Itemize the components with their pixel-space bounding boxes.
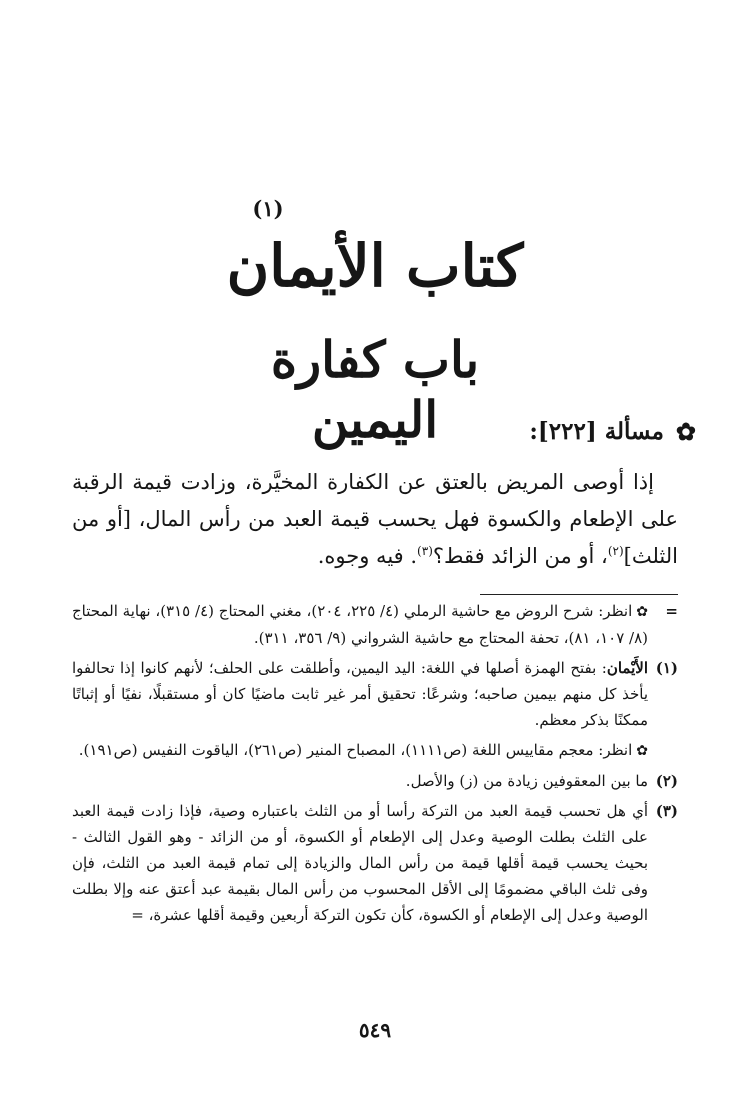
footnote-1-term: الأَيْمان: [606, 659, 648, 677]
footnote-1-text: : بفتح الهمزة أصلها في اللغة: اليد اليمين، وأطلقت على الحلف؛ لأنهم كانوا إذا تحالفوا يأخذ كل منهم بيمين صاحبه؛ وشرعًا: تحقيق أمر غير ثابت ماضيًا كان أو مستقبلًا، نفيًا أو إثباتًا ممكنًا بذكر معظم.: [72, 659, 648, 729]
title-footnote-ref: (١): [252, 196, 284, 221]
footnote-sources-text: انظر: شرح الروض مع حاشية الرملي (٤/ ٢٢٥، ٢٠٤)، مغني المحتاج (٤/ ٣١٥)، نهاية المحتاج (٨/ ١٠٧، ٨١)، تحفة المحتاج مع حاشية الشرواني (٩/ ٣٥٦، ٣١١).: [72, 602, 648, 647]
issue-label: مسألة [٢٢٢]:: [529, 418, 664, 445]
book-title: كتاب الأيمان: [226, 232, 524, 300]
main-text-part3: . فيه وجوه.: [317, 544, 418, 568]
footnote-2: [72, 768, 678, 794]
main-text-part2: ، أو من الزائد فقط؟: [432, 544, 608, 568]
main-text-part1: إذا أوصى المريض بالعتق عن الكفارة المخيَّرة، وزادت قيمة الرقبة على الإطعام والكسوة فهل يحسب قيمة العبد من رأس المال، [أو من الثلث]: [72, 470, 678, 568]
continuation-mark: =: [665, 602, 678, 620]
footnote-1: [72, 655, 678, 733]
footnote-3-mark: (٣): [655, 802, 678, 820]
footnote-continued: [72, 598, 678, 651]
footnote-1-sources-text: انظر: معجم مقاييس اللغة (ص١١١١)، المصباح المنير (ص٢٦١)، الياقوت النفيس (ص١٩١).: [78, 741, 633, 759]
footnotes-section: [72, 598, 678, 932]
footnote-ref-3: (٣): [417, 544, 433, 558]
flower-ornament-icon: ✿: [675, 416, 696, 446]
footnote-3: [72, 798, 678, 928]
issue-heading: [54, 418, 696, 445]
footnote-1-mark: (١): [655, 659, 678, 677]
flower-ornament-icon: ✿: [636, 604, 648, 620]
footnote-1-sources: [72, 737, 678, 764]
footnote-3-text: أي هل تحسب قيمة العبد من التركة رأسا أو من الثلث باعتباره وصية، فإذا زادت قيمة العبد على الثلث بطلت الوصية وعدل إلى الإطعام أو الكسوة، أو من الزائد - وهو القول الثالث - بحيث يحسب قيمة أقلها قيمة من رأس المال والزيادة إلى تمام قيمة العبد من الثلث، فإن وفى ثلث الباقي مضمومًا إلى الأقل المحسوب من رأس المال بقيمة عبد أعتق عنه وإلا بطلت الوصية وعدل إلى الإطعام أو الكسوة، كأن تكون التركة أربعين وقيمة أقلها عشرة، =: [72, 802, 648, 924]
page-number: ٥٤٩: [358, 1018, 392, 1042]
footnote-divider: [480, 594, 678, 595]
main-text: [72, 464, 678, 575]
flower-ornament-icon: ✿: [636, 743, 648, 759]
main-paragraph: [72, 464, 678, 575]
footnote-ref-2: (٢): [607, 544, 624, 558]
chapter-title: باب كفارة اليمين: [270, 330, 480, 449]
footnote-2-text: ما بين المعقوفين زيادة من (ز) والأصل.: [405, 772, 648, 790]
footnote-2-mark: (٢): [655, 772, 678, 790]
